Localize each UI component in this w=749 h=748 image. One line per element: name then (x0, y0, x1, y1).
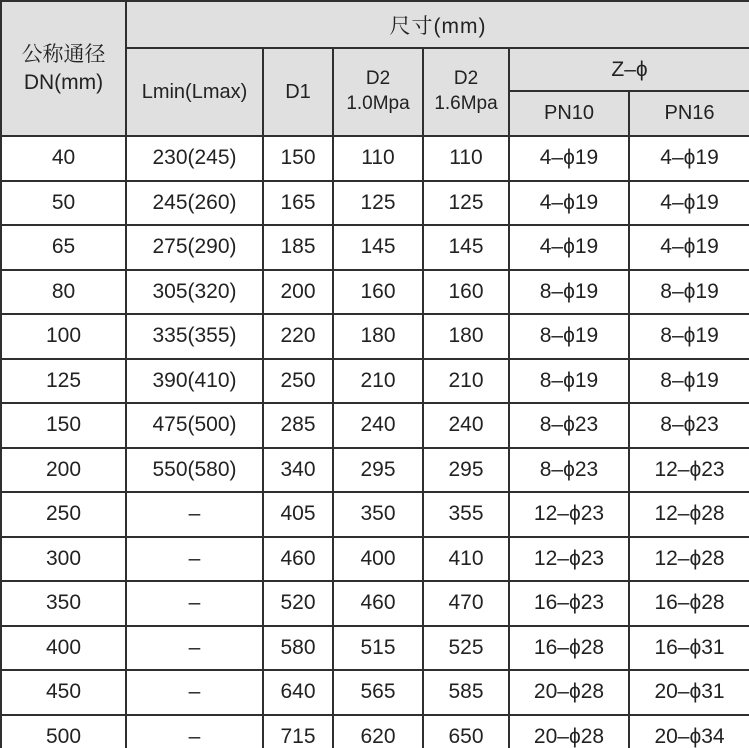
cell-dn: 250 (1, 492, 126, 537)
cell-d1: 165 (263, 181, 333, 226)
cell-lmin-lmax: 335(355) (126, 314, 263, 359)
table-row (1, 626, 749, 671)
cell-lmin-lmax: – (126, 715, 263, 748)
header-d2-label: D2 (453, 68, 479, 90)
cell-d2-1.6mpa: 110 (423, 136, 509, 181)
cell-d2-1.0mpa: 565 (333, 670, 423, 715)
cell-d2-1.6mpa: 470 (423, 581, 509, 626)
header-d2-1-6mpa (423, 48, 509, 136)
cell-d2-1.6mpa: 210 (423, 359, 509, 404)
table-header (1, 1, 749, 136)
cell-dn: 100 (1, 314, 126, 359)
cell-pn16: 8–ϕ19 (629, 314, 749, 359)
cell-pn16: 12–ϕ23 (629, 448, 749, 493)
cell-dn: 40 (1, 136, 126, 181)
table-row (1, 359, 749, 404)
cell-d2-1.0mpa: 180 (333, 314, 423, 359)
cell-d1: 285 (263, 403, 333, 448)
cell-lmin-lmax: 550(580) (126, 448, 263, 493)
cell-dn: 350 (1, 581, 126, 626)
cell-dn: 400 (1, 626, 126, 671)
header-size-group: 尺寸(mm) (126, 1, 749, 48)
table-row (1, 581, 749, 626)
cell-d2-1.0mpa: 515 (333, 626, 423, 671)
header-pn16: PN16 (629, 91, 749, 136)
cell-dn: 500 (1, 715, 126, 748)
cell-d2-1.6mpa: 355 (423, 492, 509, 537)
header-row-1 (1, 1, 749, 48)
cell-dn: 300 (1, 537, 126, 582)
cell-d1: 460 (263, 537, 333, 582)
cell-d1: 580 (263, 626, 333, 671)
cell-lmin-lmax: 475(500) (126, 403, 263, 448)
header-pn10: PN10 (509, 91, 629, 136)
cell-lmin-lmax: 390(410) (126, 359, 263, 404)
cell-dn: 65 (1, 225, 126, 270)
table-row (1, 492, 749, 537)
cell-pn16: 20–ϕ31 (629, 670, 749, 715)
cell-d2-1.6mpa: 585 (423, 670, 509, 715)
table-row (1, 448, 749, 493)
cell-d1: 250 (263, 359, 333, 404)
cell-d2-1.0mpa: 125 (333, 181, 423, 226)
cell-lmin-lmax: – (126, 581, 263, 626)
header-d2-label: D2 (365, 68, 391, 90)
cell-d2-1.6mpa: 240 (423, 403, 509, 448)
cell-d2-1.0mpa: 110 (333, 136, 423, 181)
cell-d1: 340 (263, 448, 333, 493)
cell-pn10: 20–ϕ28 (509, 670, 629, 715)
cell-pn10: 8–ϕ19 (509, 359, 629, 404)
cell-pn10: 4–ϕ19 (509, 181, 629, 226)
cell-d2-1.6mpa: 295 (423, 448, 509, 493)
cell-lmin-lmax: 230(245) (126, 136, 263, 181)
cell-d1: 200 (263, 270, 333, 315)
table-row (1, 670, 749, 715)
cell-lmin-lmax: – (126, 670, 263, 715)
header-d2-1-6mpa-label: 1.6Mpa (434, 93, 498, 114)
cell-dn: 450 (1, 670, 126, 715)
table-row (1, 403, 749, 448)
cell-lmin-lmax: 275(290) (126, 225, 263, 270)
table-row (1, 136, 749, 181)
cell-d2-1.6mpa: 410 (423, 537, 509, 582)
cell-pn16: 4–ϕ19 (629, 181, 749, 226)
cell-dn: 50 (1, 181, 126, 226)
cell-d2-1.0mpa: 620 (333, 715, 423, 748)
cell-d2-1.0mpa: 160 (333, 270, 423, 315)
cell-d2-1.0mpa: 400 (333, 537, 423, 582)
cell-d2-1.0mpa: 350 (333, 492, 423, 537)
cell-d2-1.6mpa: 180 (423, 314, 509, 359)
cell-d2-1.0mpa: 210 (333, 359, 423, 404)
cell-pn16: 4–ϕ19 (629, 225, 749, 270)
cell-pn10: 8–ϕ19 (509, 314, 629, 359)
table-row (1, 270, 749, 315)
header-nominal-diameter-dn: DN(mm) (23, 70, 104, 94)
cell-d2-1.6mpa: 125 (423, 181, 509, 226)
header-nominal-diameter-cn: 公称通径 (21, 43, 106, 67)
cell-dn: 200 (1, 448, 126, 493)
cell-d2-1.6mpa: 145 (423, 225, 509, 270)
cell-d2-1.0mpa: 295 (333, 448, 423, 493)
header-nominal-diameter (1, 1, 126, 136)
header-lmin-lmax: Lmin(Lmax) (126, 48, 263, 136)
cell-pn10: 16–ϕ28 (509, 626, 629, 671)
cell-pn10: 16–ϕ23 (509, 581, 629, 626)
cell-dn: 150 (1, 403, 126, 448)
cell-pn10: 4–ϕ19 (509, 225, 629, 270)
cell-d2-1.6mpa: 525 (423, 626, 509, 671)
table-row (1, 225, 749, 270)
cell-pn10: 8–ϕ19 (509, 270, 629, 315)
cell-d2-1.0mpa: 460 (333, 581, 423, 626)
cell-pn10: 20–ϕ28 (509, 715, 629, 748)
cell-pn10: 12–ϕ23 (509, 537, 629, 582)
cell-d1: 640 (263, 670, 333, 715)
cell-pn16: 12–ϕ28 (629, 537, 749, 582)
cell-d1: 220 (263, 314, 333, 359)
cell-lmin-lmax: – (126, 626, 263, 671)
table-row (1, 314, 749, 359)
cell-d1: 150 (263, 136, 333, 181)
cell-d2-1.0mpa: 240 (333, 403, 423, 448)
cell-d1: 520 (263, 581, 333, 626)
cell-pn10: 8–ϕ23 (509, 403, 629, 448)
cell-pn16: 8–ϕ19 (629, 270, 749, 315)
cell-d1: 185 (263, 225, 333, 270)
cell-lmin-lmax: – (126, 537, 263, 582)
cell-d1: 405 (263, 492, 333, 537)
cell-pn10: 12–ϕ23 (509, 492, 629, 537)
cell-pn16: 8–ϕ23 (629, 403, 749, 448)
cell-d1: 715 (263, 715, 333, 748)
header-z-phi-group: Z–ϕ (509, 48, 749, 91)
table-row (1, 715, 749, 748)
table-row (1, 181, 749, 226)
header-d2-1-0mpa (333, 48, 423, 136)
cell-dn: 80 (1, 270, 126, 315)
cell-d2-1.6mpa: 650 (423, 715, 509, 748)
header-d1: D1 (263, 48, 333, 136)
cell-pn16: 12–ϕ28 (629, 492, 749, 537)
cell-d2-1.0mpa: 145 (333, 225, 423, 270)
cell-pn16: 16–ϕ31 (629, 626, 749, 671)
cell-pn16: 20–ϕ34 (629, 715, 749, 748)
cell-pn10: 4–ϕ19 (509, 136, 629, 181)
header-d2-1-0mpa-label: 1.0Mpa (346, 93, 410, 114)
cell-lmin-lmax: 305(320) (126, 270, 263, 315)
cell-lmin-lmax: 245(260) (126, 181, 263, 226)
cell-d2-1.6mpa: 160 (423, 270, 509, 315)
cell-dn: 125 (1, 359, 126, 404)
cell-pn16: 16–ϕ28 (629, 581, 749, 626)
cell-pn16: 8–ϕ19 (629, 359, 749, 404)
table-body (1, 136, 749, 748)
cell-lmin-lmax: – (126, 492, 263, 537)
cell-pn16: 4–ϕ19 (629, 136, 749, 181)
table-row (1, 537, 749, 582)
cell-pn10: 8–ϕ23 (509, 448, 629, 493)
